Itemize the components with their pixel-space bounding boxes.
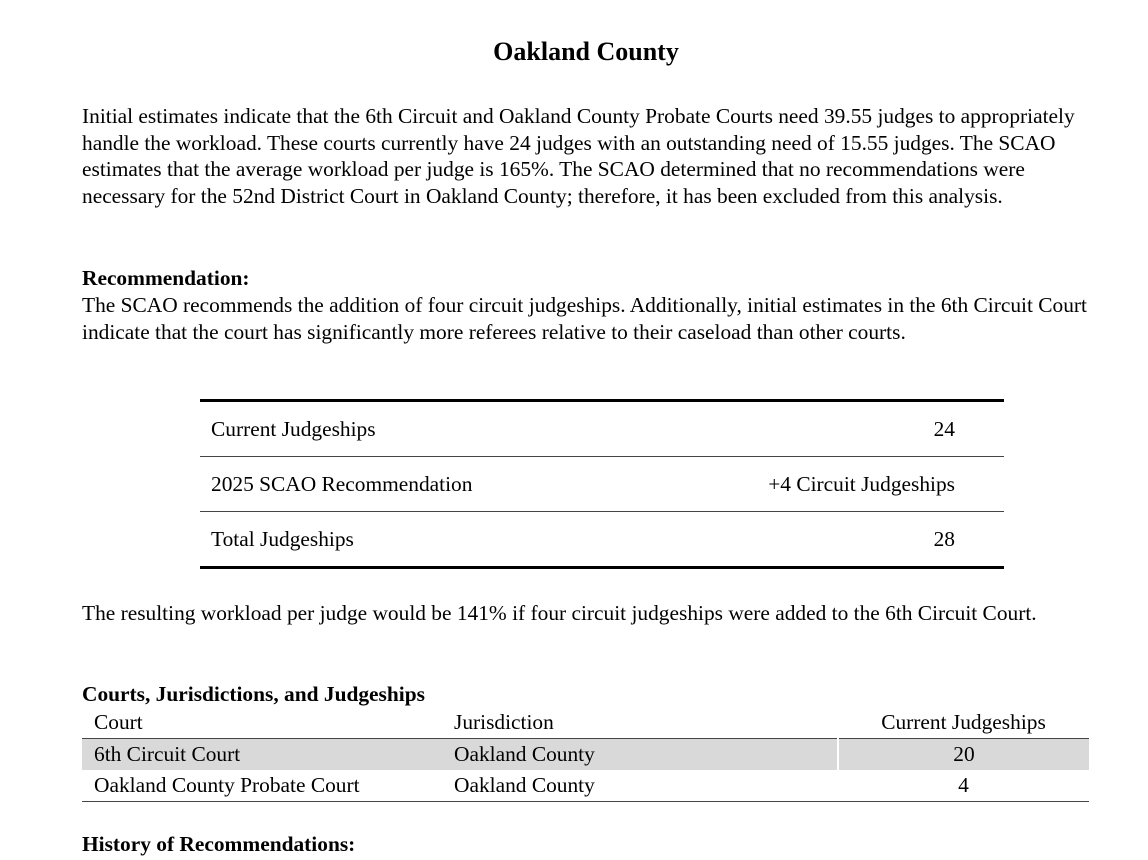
recommendation-text: The SCAO recommends the addition of four circuit judgeships. Additionally, initial estimates in the 6th Circuit Court indicate that the court has significantly more referees relative to their caseload than other courts.: [82, 293, 1088, 344]
summary-label: Total Judgeships: [211, 526, 354, 551]
judgeships-cell: 20: [838, 739, 1089, 771]
intro-paragraph: Initial estimates indicate that the 6th Circuit and Oakland County Probate Courts need 39.55 judges to appropriately handle the workload. These courts currently have 24 judges with an outstanding need of 15.55 judges. The SCAO estimates that the average workload per judge is 165%. The SCAO determined that no recommendations were necessary for the 52nd District Court in Oakland County; therefore, it has been excluded from this analysis.: [82, 104, 1075, 208]
history-heading: History of Recommendations:: [82, 832, 356, 856]
recommendation-heading: Recommendation:: [82, 266, 250, 290]
summary-value: 28: [933, 526, 955, 551]
summary-row-current: [200, 401, 1004, 457]
summary-row-total: [200, 512, 1004, 568]
court-cell: Oakland County Probate Court: [94, 773, 360, 797]
jurisdiction-cell: Oakland County: [454, 742, 595, 766]
court-cell: 6th Circuit Court: [94, 742, 241, 766]
summary-label: 2025 SCAO Recommendation: [211, 471, 473, 496]
summary-value: +4 Circuit Judgeships: [768, 471, 955, 496]
table-row: [82, 770, 1089, 802]
courts-table: [82, 707, 1089, 802]
page-title: Oakland County: [493, 37, 679, 66]
workload-paragraph: The resulting workload per judge would be 141% if four circuit judgeships were added to the 6th Circuit Court.: [82, 601, 1037, 625]
summary-value: 24: [933, 416, 955, 441]
column-header-court: Court: [94, 710, 143, 734]
jurisdiction-cell: Oakland County: [454, 773, 595, 797]
summary-row-recommendation: [200, 457, 1004, 512]
courts-table-heading: Courts, Jurisdictions, and Judgeships: [82, 682, 425, 706]
column-header-jurisdiction: Jurisdiction: [454, 710, 554, 734]
table-header-row: [82, 707, 1089, 739]
table-row: [82, 739, 1089, 771]
judgeship-summary-table: [200, 399, 1004, 569]
summary-label: Current Judgeships: [211, 416, 376, 441]
judgeships-cell: 4: [958, 773, 969, 797]
column-header-judgeships: Current Judgeships: [881, 710, 1046, 734]
